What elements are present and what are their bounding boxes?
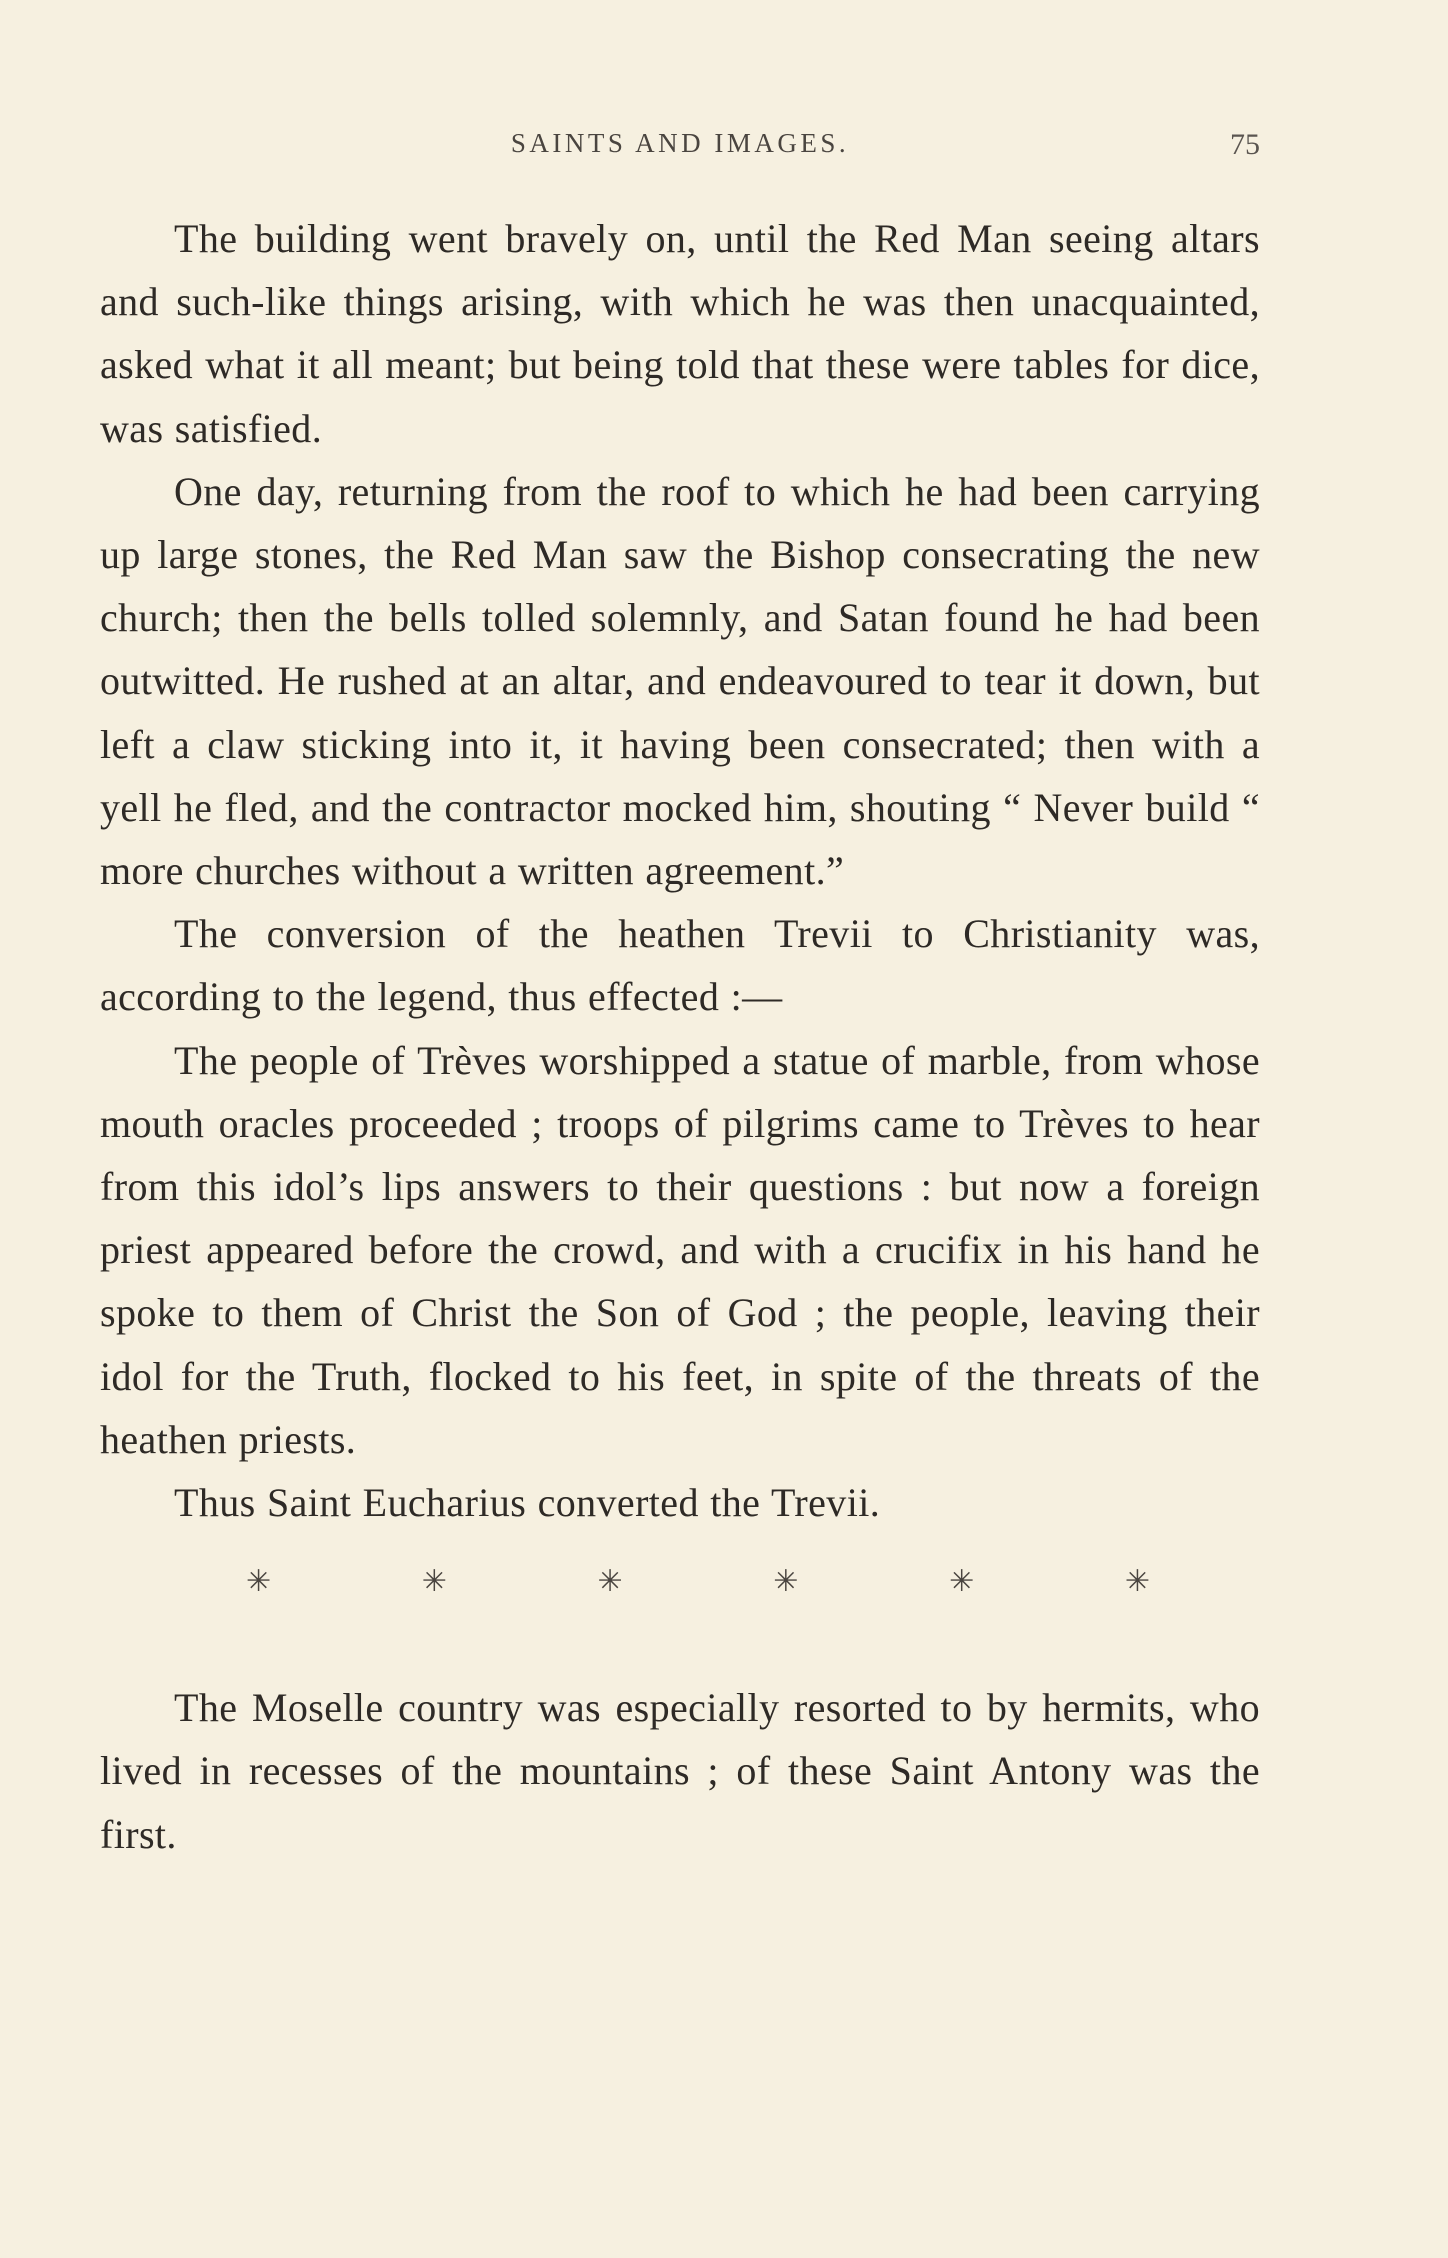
paragraph: One day, returning from the roof to which he had been carrying up large stones, the Red Man saw the Bishop consecrating the new church; then the bells tolled solemnly, and Satan found he had been outwitted. He rushed at an altar, and endeavoured to tear it down, but left a claw sticking into it, it having been consecrated; then with a yell he fled, and the contractor mocked him, shouting “ Never build “ more churches without a written agreement.” <box>100 468 1260 894</box>
paragraph: The people of Trèves worshipped a statue of marble, from whose mouth oracles proceeded ; troops of pilgrims came to Trèves to hear from this idol’s lips answers to their questions : but now a foreign priest appeared before the crowd, and with a crucifix in his hand he spoke to them of Christ the Son of God ; the people, leaving their idol for the Truth, flocked to his feet, in spite of the threats of the heathen priests. <box>100 1037 1260 1462</box>
asterisk-icon: ✳ <box>597 1565 623 1599</box>
asterisk-icon: ✳ <box>246 1565 272 1599</box>
paragraph: Thus Saint Eucharius converted the Trevii. <box>174 1480 881 1526</box>
page-number: 75 <box>1230 128 1260 161</box>
paragraph: The building went bravely on, until the Red Man seeing altars and such-like things arising, with which he was then unacquainted, asked what it all meant; but being told that these were tables for dice, was satisfied. <box>100 216 1260 451</box>
running-title: SAINTS AND IMAGES. <box>510 128 850 158</box>
section-separator <box>246 1562 1150 1632</box>
running-head <box>100 128 1260 168</box>
asterisk-icon: ✳ <box>421 1565 447 1599</box>
book-page <box>100 0 1260 2258</box>
paragraph: The Moselle country was especially resorted to by hermits, who lived in recesses of the mountains ; of these Saint Antony was the first. <box>100 1685 1260 1857</box>
asterisk-icon: ✳ <box>773 1565 799 1599</box>
paragraph: The conversion of the heathen Trevii to Christianity was, according to the legend, thus effected :— <box>100 911 1260 1020</box>
asterisk-icon: ✳ <box>949 1565 975 1599</box>
asterisk-icon: ✳ <box>1124 1565 1150 1599</box>
body-text <box>100 207 1260 1866</box>
